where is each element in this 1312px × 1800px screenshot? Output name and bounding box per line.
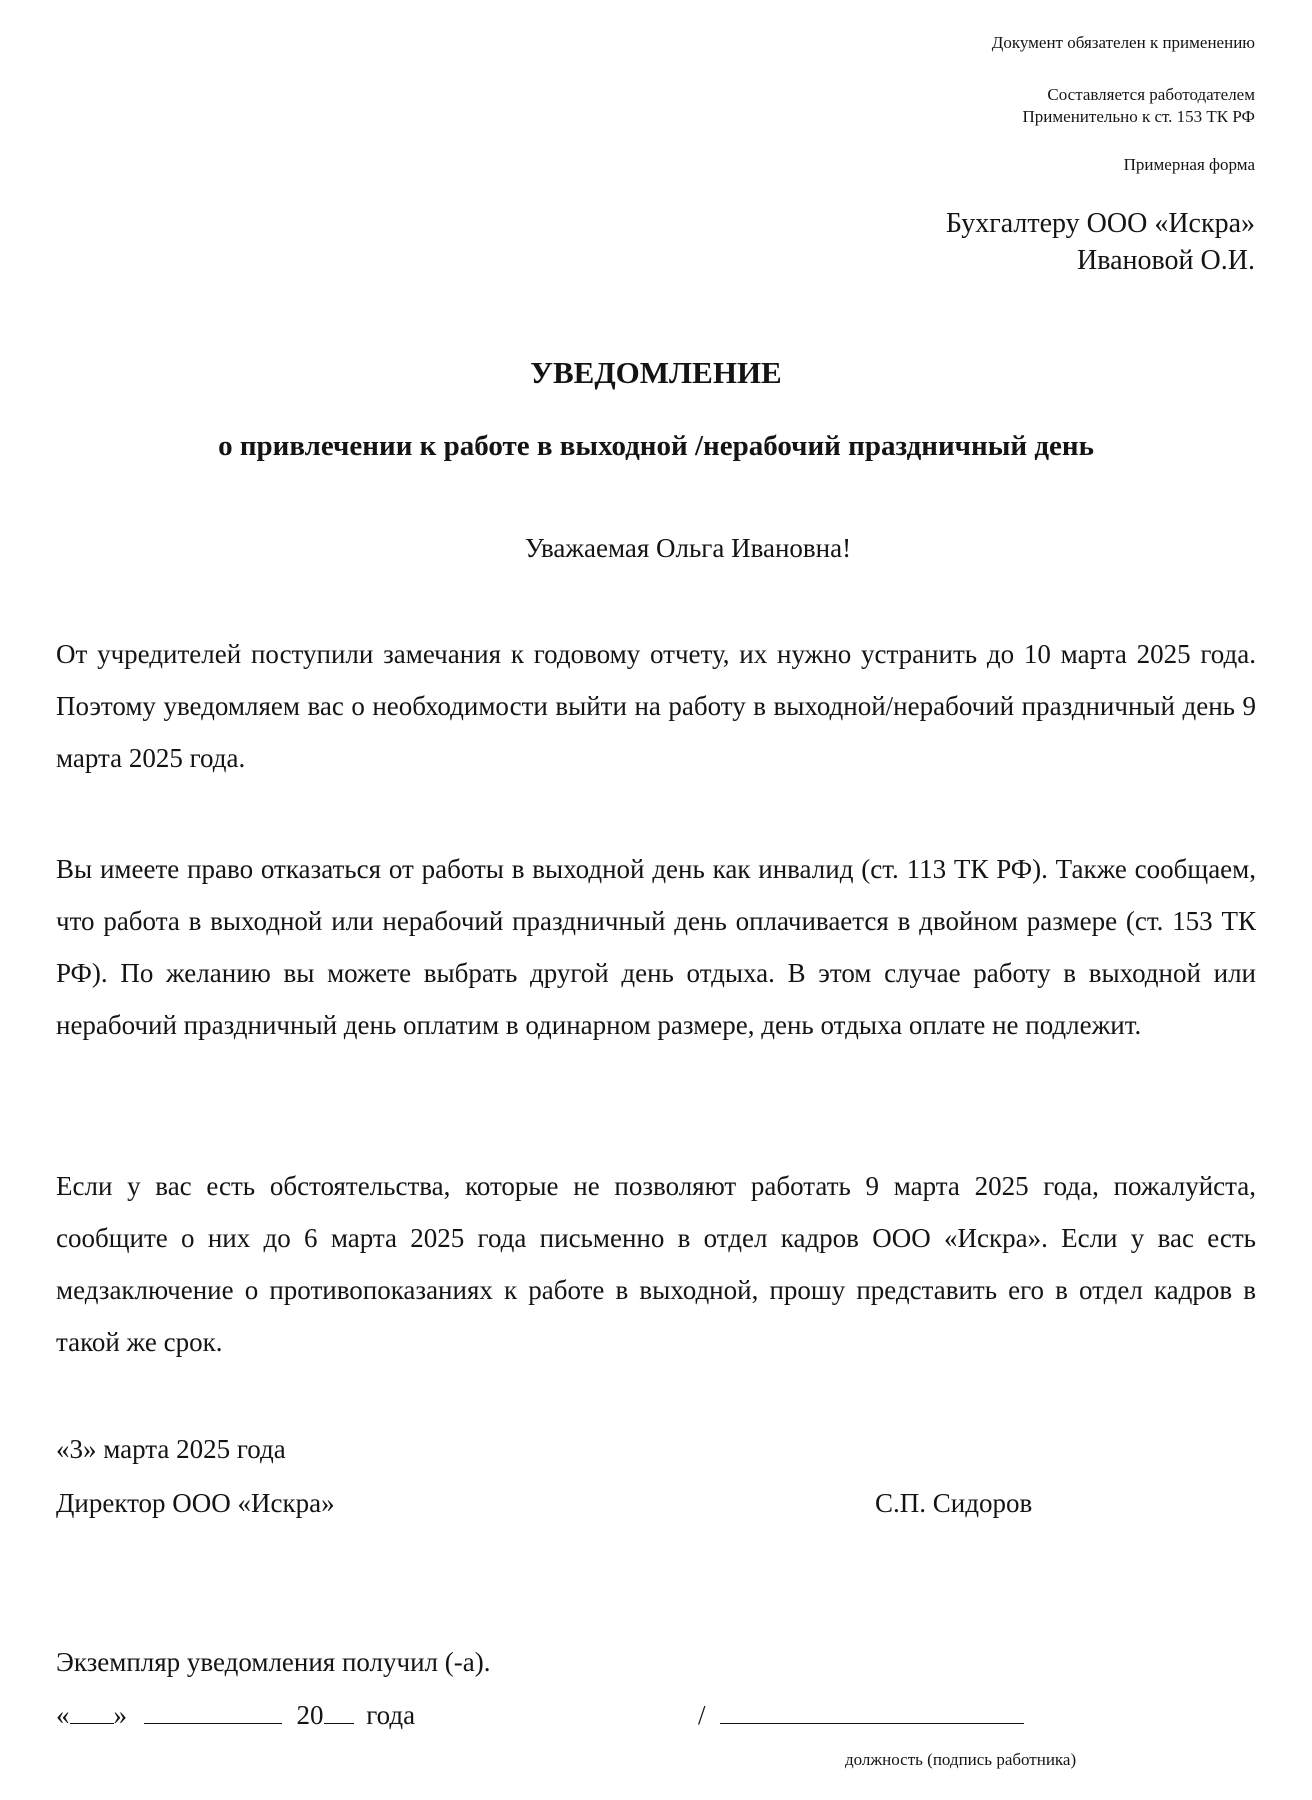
addressee-name: Ивановой О.И. [1077, 245, 1255, 276]
applicable-article-note: Применительно к ст. 153 ТК РФ [1022, 107, 1255, 126]
year-word: года [366, 1700, 416, 1730]
paragraph-circumstances: Если у вас есть обстоятельства, которые не позволяют работать 9 марта 2025 года, пожалуйста, сообщите о них до 6 марта 2025 года письменно в отдел кадров ООО «Искра». Если у вас есть медзаключение о противопоказаниях к работе в выходной, прошу представить его в отдел кадров в такой же срок. [56, 1171, 1256, 1357]
sample-form-note: Примерная форма [1123, 155, 1255, 174]
year-blank [324, 1697, 354, 1724]
addressee-position: Бухгалтеру ООО «Искра» [945, 208, 1255, 239]
close-quote: » [113, 1700, 127, 1730]
compiled-by-note: Составляется работодателем [1047, 85, 1255, 104]
year-prefix: 20 [296, 1700, 324, 1730]
receipt-date-blank [56, 1697, 415, 1732]
issue-date: «3» марта 2025 года [56, 1434, 286, 1464]
paragraph-deadline: От учредителей поступили замечания к годовому отчету, их нужно устранить до 10 марта 2025 года. Поэтому уведомляем вас о необходимости выйти на работу в выходной/нерабочий праздничный день 9 марта 2025 года. [56, 639, 1256, 773]
receipt-statement: Экземпляр уведомления получил (-а). [56, 1647, 491, 1677]
month-blank [144, 1697, 282, 1724]
greeting: Уважаемая Ольга Ивановна! [524, 533, 852, 563]
signature-caption: должность (подпись работника) [845, 1750, 1077, 1769]
document-title: УВЕДОМЛЕНИЕ [530, 355, 782, 390]
signatory-position: Директор ООО «Искра» [56, 1488, 335, 1518]
paragraph-rights: Вы имеете право отказаться от работы в выходной день как инвалид (ст. 113 ТК РФ). Также сообщаем, что работа в выходной или нерабочий праздничный день оплачивается в двойном размере (ст. 153 ТК РФ). По желанию вы можете выбрать другой день отдыха. В этом случае работу в выходной или нерабочий праздничный день оплатим в одинарном размере, день отдыха оплате не подлежит. [56, 854, 1256, 1040]
open-quote: « [56, 1700, 70, 1730]
slash-separator: / [698, 1700, 706, 1730]
signature-line [720, 1697, 1024, 1724]
signatory-name: С.П. Сидоров [875, 1488, 1033, 1518]
signature-blank [698, 1697, 1024, 1732]
mandatory-note: Документ обязателен к применению [991, 33, 1255, 52]
document-subtitle: о привлечении к работе в выходной /нерабочий праздничный день [218, 430, 1094, 462]
day-blank [70, 1697, 114, 1724]
